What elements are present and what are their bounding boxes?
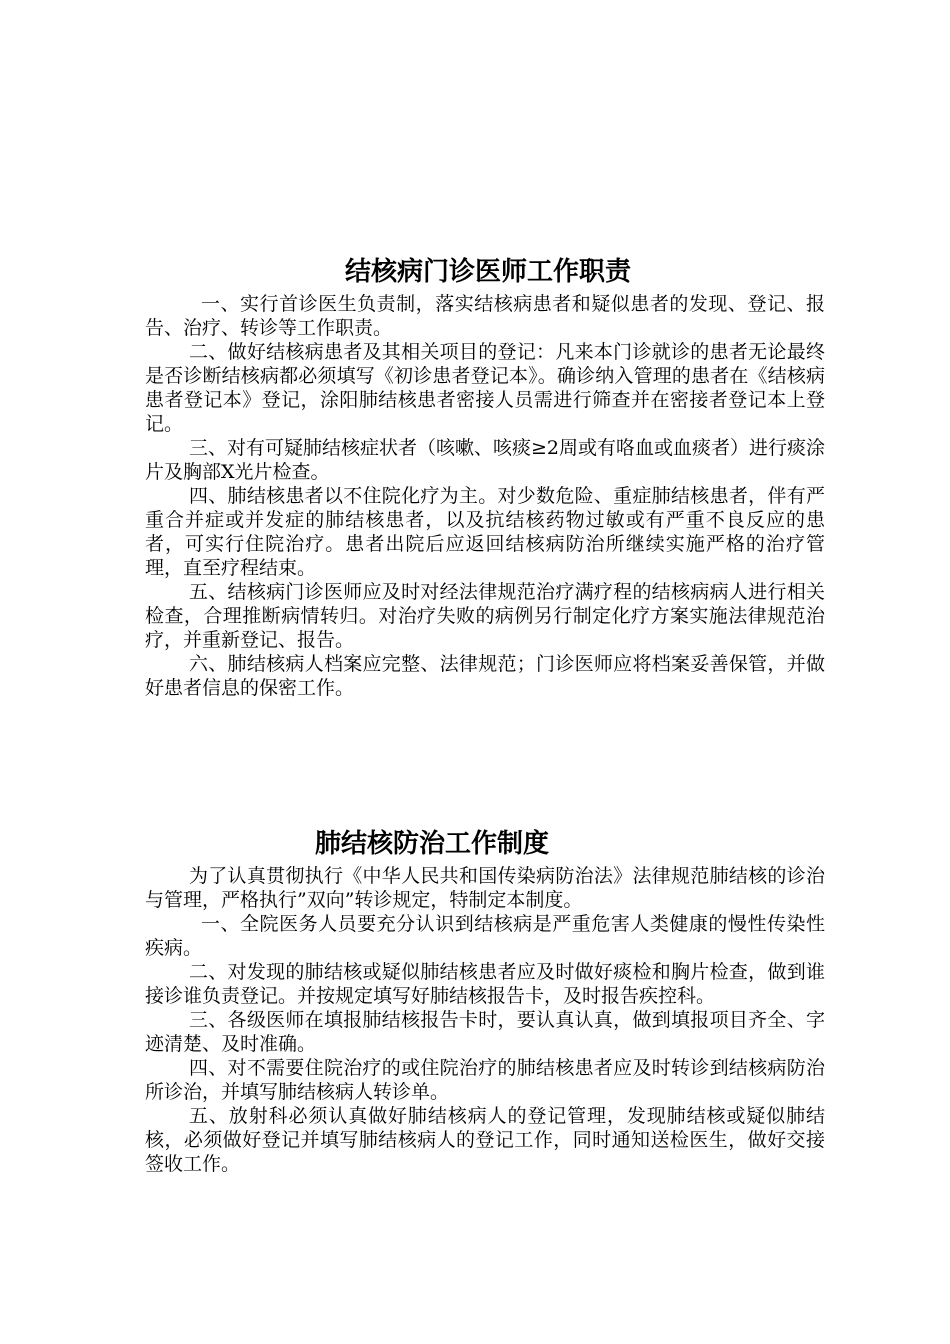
- paragraph: 六、肺结核病人档案应完整、法律规范；门诊医师应将档案妥善保管，并做好患者信息的保密工作。: [145, 653, 825, 699]
- paragraph: 二、做好结核病患者及其相关项目的登记：凡来本门诊就诊的患者无论最终是否诊断结核病都必须填写《初诊患者登记本》。确诊纳入管理的患者在《结核病患者登记本》登记，涂阳肺结核患者密接人员需进行筛查并在密接者登记本上登记。: [145, 341, 825, 435]
- paragraph: 为了认真贯彻执行《中华人民共和国传染病防治法》法律规范肺结核的诊治与管理，严格执行”双向”转诊规定，特制定本制度。: [145, 865, 825, 911]
- paragraph: 五、放射科必须认真做好肺结核病人的登记管理，发现肺结核或疑似肺结核，必须做好登记并填写肺结核病人的登记工作，同时通知送检医生，做好交接签收工作。: [145, 1105, 825, 1175]
- paragraph: 四、肺结核患者以不住院化疗为主。对少数危险、重症肺结核患者，伴有严重合并症或并发症的肺结核患者，以及抗结核药物过敏或有严重不良反应的患者，可实行住院治疗。患者出院后应返回结核病防治所继续实施严格的治疗管理，直至疗程结束。: [145, 485, 825, 579]
- paragraph: 五、结核病门诊医师应及时对经法律规范治疗满疗程的结核病病人进行相关检查，合理推断病情转归。对治疗失败的病例另行制定化疗方案实施法律规范治疗，并重新登记、报告。: [145, 581, 825, 651]
- section-tb-clinic-duties: [145, 252, 825, 700]
- section-title: 结核病门诊医师工作职责: [345, 257, 632, 287]
- section-tb-prevention-rules: [145, 824, 825, 1176]
- paragraph: 二、对发现的肺结核或疑似肺结核患者应及时做好痰检和胸片检查，做到谁接诊谁负责登记。并按规定填写好肺结核报告卡，及时报告疾控科。: [145, 961, 825, 1007]
- paragraph: 四、对不需要住院治疗的或住院治疗的肺结核患者应及时转诊到结核病防治所诊治，并填写肺结核病人转诊单。: [145, 1057, 825, 1103]
- section-title: 肺结核防治工作制度: [315, 829, 550, 859]
- paragraph: 三、对有可疑肺结核症状者（咳嗽、咳痰≥2周或有咯血或血痰者）进行痰涂片及胸部X光片检查。: [145, 437, 826, 483]
- paragraph: 三、各级医师在填报肺结核报告卡时，要认真认真，做到填报项目齐全、字迹清楚、及时准确。: [145, 1009, 825, 1055]
- paragraph: 一、实行首诊医生负责制，落实结核病患者和疑似患者的发现、登记、报告、治疗、转诊等工作职责。: [145, 293, 825, 339]
- paragraph: 一、全院医务人员要充分认识到结核病是严重危害人类健康的慢性传染性疾病。: [145, 913, 825, 959]
